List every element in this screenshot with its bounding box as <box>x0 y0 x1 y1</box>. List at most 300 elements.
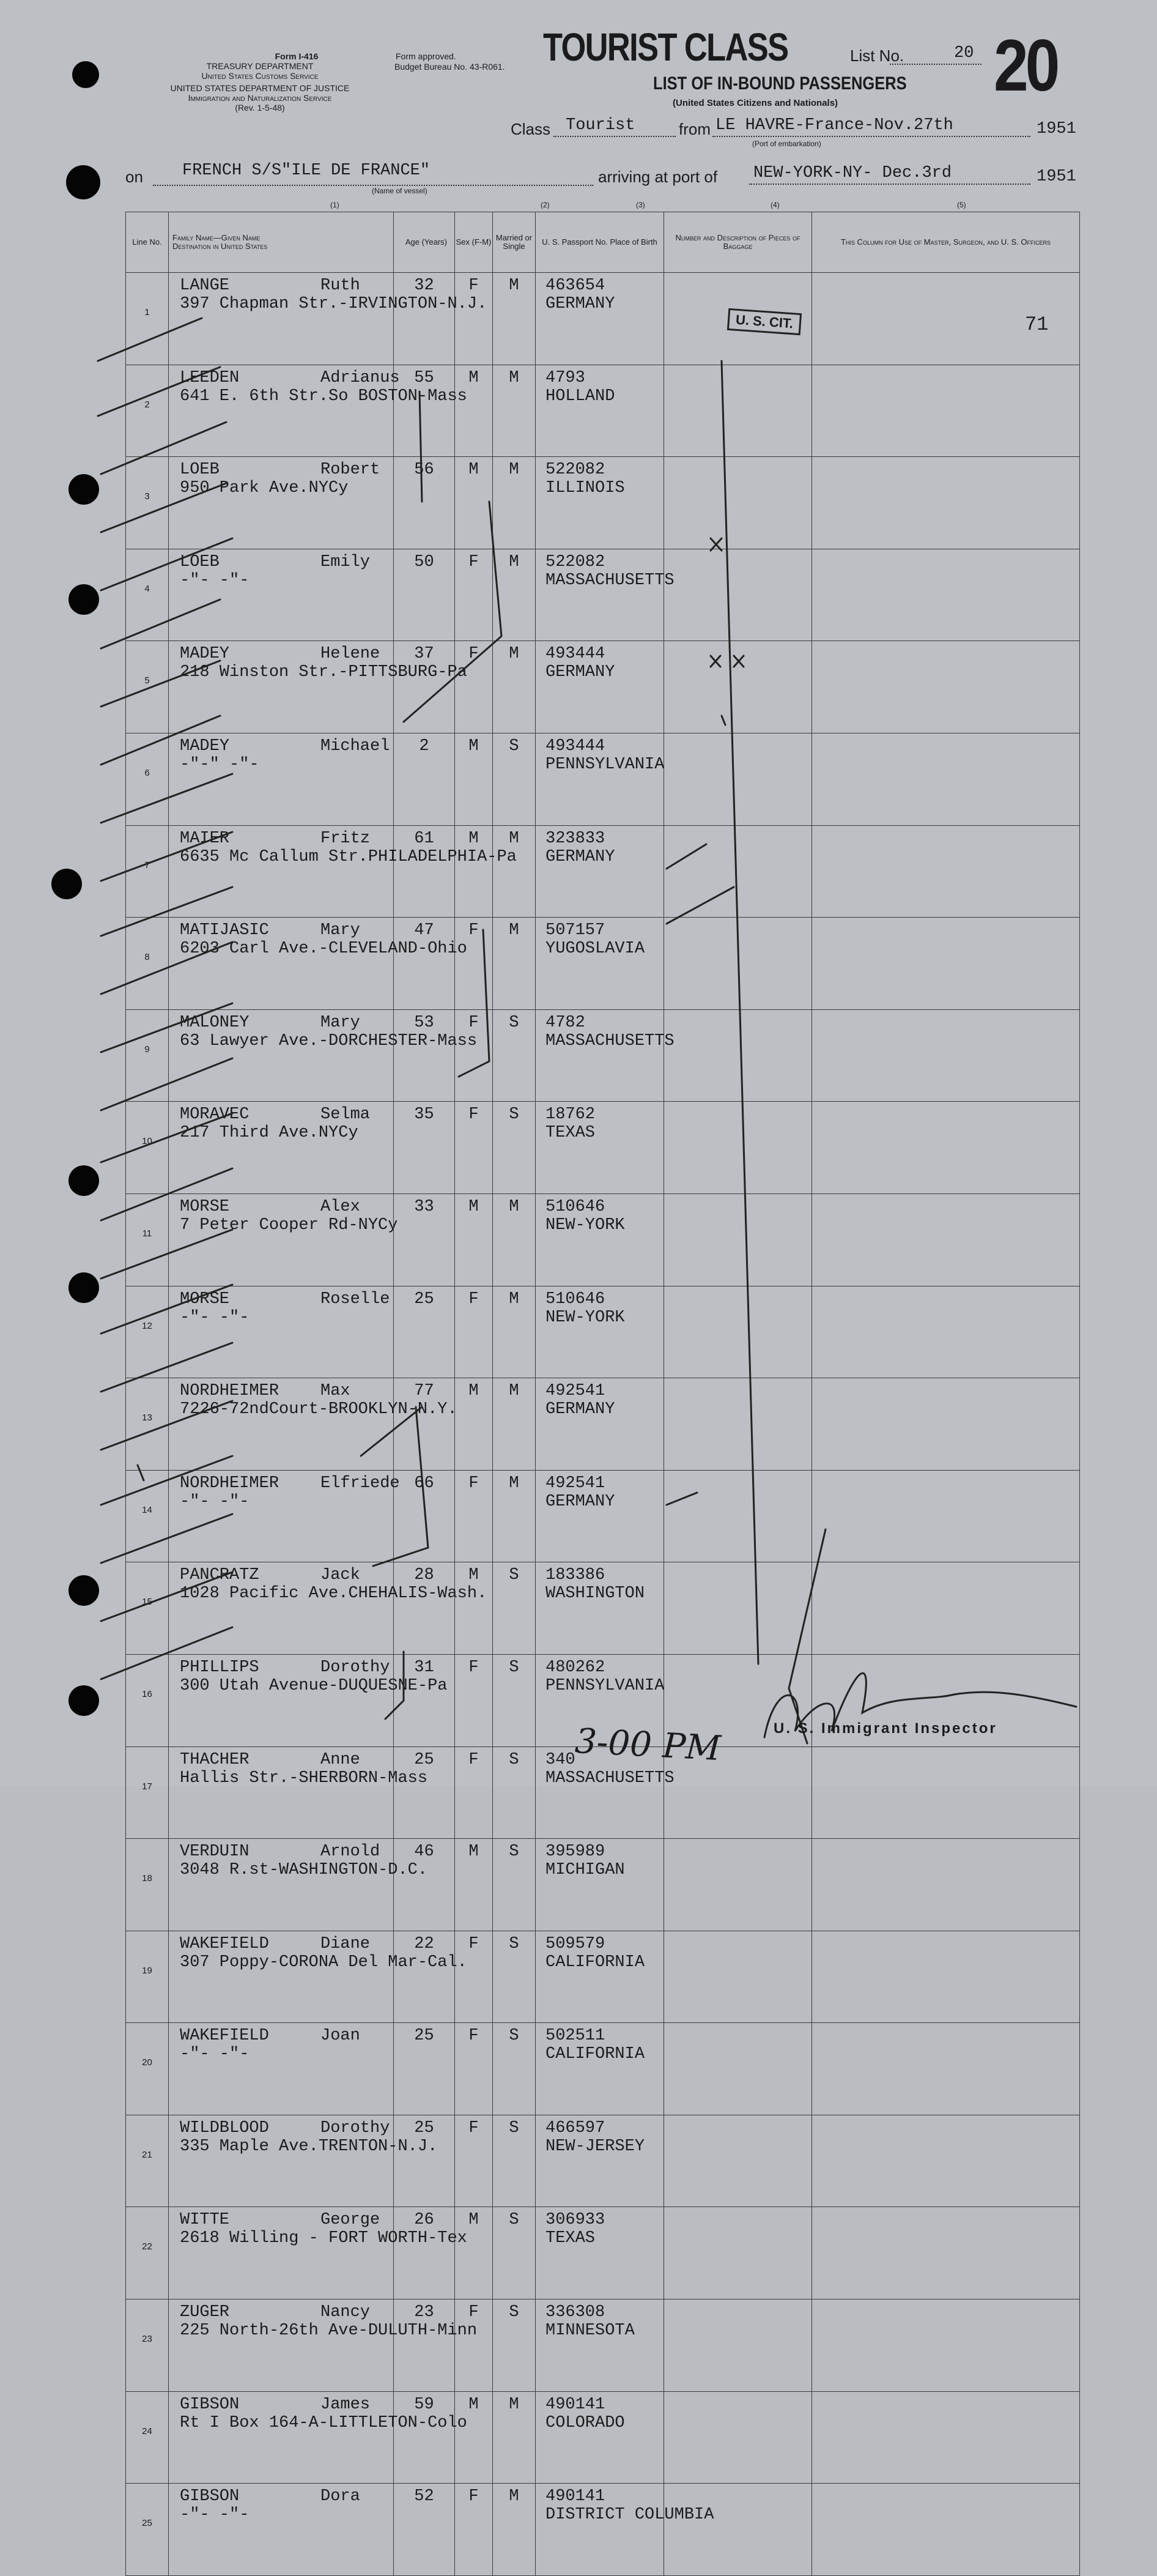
given-name: Dora <box>320 2487 360 2506</box>
line-number: 6 <box>126 733 169 825</box>
place-of-birth: MASSACHUSETTS <box>545 1031 675 1050</box>
from-year: 1951 <box>1037 120 1076 138</box>
family-name: LANGE <box>180 277 230 295</box>
given-name: Arnold <box>320 1843 380 1861</box>
marital-status-cell: M <box>493 365 536 457</box>
passport-cell <box>536 2299 664 2392</box>
given-name: Diane <box>320 1934 371 1953</box>
sex-cell: F <box>455 641 493 733</box>
marital-status-cell: M <box>493 1193 536 1286</box>
line-number: 16 <box>126 1654 169 1746</box>
sex-cell: F <box>455 2484 493 2576</box>
place-of-birth: ILLINOIS <box>545 479 625 498</box>
marital-status-cell: S <box>493 1931 536 2023</box>
baggage-cell <box>664 2391 812 2484</box>
name-line <box>180 1935 393 1953</box>
name-line <box>180 2119 393 2137</box>
destination: 217 Third Ave.NYCy <box>180 1124 358 1143</box>
family-name: MATIJASIC <box>180 921 269 940</box>
family-name: WAKEFIELD <box>180 2027 269 2046</box>
passport-number: 466597 <box>545 2118 605 2137</box>
age-cell: 25 <box>394 1286 455 1378</box>
age-cell: 32 <box>394 273 455 365</box>
check-marks <box>98 318 826 1743</box>
age-cell: 26 <box>394 2207 455 2299</box>
passport-number: 510646 <box>545 1290 605 1308</box>
marital-status-cell: S <box>493 2115 536 2207</box>
destination: -"- -"- <box>180 571 250 590</box>
passport-number: 490141 <box>545 2395 605 2414</box>
family-name: ZUGER <box>180 2303 230 2322</box>
officer-use-cell <box>812 1839 1080 1931</box>
place-of-birth: GERMANY <box>545 295 615 313</box>
given-name: Alex <box>320 1197 360 1216</box>
sex-cell: F <box>455 1654 493 1746</box>
line-number: 1 <box>126 273 169 365</box>
passport-number: 522082 <box>545 552 605 571</box>
officer-use-cell <box>812 2299 1080 2392</box>
given-name: Joan <box>320 2027 360 2046</box>
given-name: Dorothy <box>320 2118 390 2137</box>
passport-number: 340 <box>545 1750 575 1769</box>
passport-number: 306933 <box>545 2211 605 2230</box>
age-cell: 35 <box>394 1102 455 1194</box>
sex-cell: F <box>455 1286 493 1378</box>
passport-number: 336308 <box>545 2303 605 2322</box>
place-of-birth: PENNSYLVANIA <box>545 755 665 774</box>
line-number: 20 <box>126 2023 169 2115</box>
given-name: Adrianus <box>320 368 400 387</box>
family-name: GIBSON <box>180 2395 240 2414</box>
destination: Hallis Str.-SHERBORN-Mass <box>180 1769 428 1787</box>
destination: 63 Lawyer Ave.-DORCHESTER-Mass <box>180 1031 478 1050</box>
sex-cell: M <box>455 1378 493 1471</box>
family-name: WILDBLOOD <box>180 2118 269 2137</box>
age-cell: 55 <box>394 365 455 457</box>
baggage-cell <box>664 2023 812 2115</box>
age-cell: 25 <box>394 1746 455 1839</box>
col-number-5: (5) <box>957 201 966 209</box>
family-name: WAKEFIELD <box>180 1934 269 1953</box>
class-label: Class <box>511 120 551 138</box>
given-name: James <box>320 2395 371 2414</box>
name-line <box>180 2487 393 2506</box>
place-of-birth: MASSACHUSETTS <box>545 1769 675 1787</box>
arriving-label: arriving at port of <box>598 168 718 186</box>
age-cell: 47 <box>394 918 455 1010</box>
passport-cell <box>536 1839 664 1931</box>
line-number: 23 <box>126 2299 169 2392</box>
passport-number: 492541 <box>545 1474 605 1493</box>
age-cell: 2 <box>394 733 455 825</box>
name-line <box>180 2303 393 2322</box>
place-of-birth: MINNESOTA <box>545 2322 635 2340</box>
marital-status-cell: S <box>493 1746 536 1839</box>
passport-number: 490141 <box>545 2487 605 2506</box>
list-no-label: List No. <box>850 46 904 65</box>
line-number: 25 <box>126 2484 169 2576</box>
class-value: Tourist <box>566 116 635 135</box>
marital-status-cell: M <box>493 2391 536 2484</box>
table-row <box>126 2023 1080 2115</box>
destination: 3048 R.st-WASHINGTON-D.C. <box>180 1861 428 1880</box>
sex-cell: F <box>455 1470 493 1562</box>
passport-header: U. S. Passport No. Place of Birth <box>536 212 664 273</box>
officer-mark: 71 <box>1025 313 1049 336</box>
passport-cell <box>536 1931 664 2023</box>
given-name: George <box>320 2211 380 2230</box>
officers-header: This Column for Use of Master, Surgeon, and U. S. Officers <box>812 212 1080 273</box>
line-number: 19 <box>126 1931 169 2023</box>
vessel-caption: (Name of vessel) <box>372 187 427 195</box>
col-number-3: (3) <box>636 201 645 209</box>
family-name: PHILLIPS <box>180 1658 259 1677</box>
sex-cell: F <box>455 1102 493 1194</box>
passport-number: 522082 <box>545 461 605 480</box>
passport-number: 493444 <box>545 737 605 755</box>
marital-status-cell: M <box>493 1378 536 1471</box>
passport-number: 463654 <box>545 277 605 295</box>
destination-header: Destination in United States <box>172 242 268 251</box>
baggage-cell <box>664 2484 812 2576</box>
family-name: VERDUIN <box>180 1843 250 1861</box>
destination: Rt I Box 164-A-LITTLETON-Colo <box>180 2413 467 2432</box>
line-number: 10 <box>126 1102 169 1194</box>
sex-cell: F <box>455 549 493 641</box>
destination: -"- -"- <box>180 1308 250 1327</box>
destination: 1028 Pacific Ave.CHEHALIS-Wash. <box>180 1584 487 1603</box>
family-name: GIBSON <box>180 2487 240 2506</box>
sex-cell: F <box>455 1746 493 1839</box>
budget-bureau: Budget Bureau No. 43-R061. <box>394 62 505 72</box>
sex-cell: M <box>455 365 493 457</box>
age-cell: 25 <box>394 2115 455 2207</box>
destination: 7226-72ndCourt-BROOKLYN-N.Y. <box>180 1400 457 1419</box>
table-row <box>126 2299 1080 2392</box>
list-no-big: 20 <box>994 24 1057 106</box>
line-number: 12 <box>126 1286 169 1378</box>
customs-service: United States Customs Service <box>201 71 319 81</box>
name-line <box>180 2211 393 2229</box>
place-of-birth: CALIFORNIA <box>545 2045 645 2064</box>
place-of-birth: GERMANY <box>545 847 615 866</box>
family-name-header: Family Name—Given Name <box>172 233 261 242</box>
table-row <box>126 2391 1080 2484</box>
family-name: MORSE <box>180 1290 230 1308</box>
place-of-birth: GERMANY <box>545 1400 615 1419</box>
age-cell: 22 <box>394 1931 455 2023</box>
family-name: MADEY <box>180 645 230 664</box>
marital-status-cell: S <box>493 2023 536 2115</box>
sex-cell: F <box>455 273 493 365</box>
family-name: MORSE <box>180 1197 230 1216</box>
given-name: Mary <box>320 921 360 940</box>
revision: (Rev. 1-5-48) <box>235 103 285 113</box>
passport-cell <box>536 2484 714 2576</box>
name-line <box>180 2027 393 2045</box>
passport-cell <box>536 2207 664 2299</box>
passport-number: 507157 <box>545 921 605 940</box>
marital-status-cell: M <box>493 1286 536 1378</box>
sex-cell: M <box>455 457 493 549</box>
sex-cell: F <box>455 1931 493 2023</box>
passport-cell <box>536 2023 664 2115</box>
destination: 218 Winston Str.-PITTSBURG-Pa <box>180 663 467 682</box>
line-no-header: Line No. <box>126 212 169 273</box>
given-name: Helene <box>320 645 380 664</box>
given-name: Michael <box>320 737 390 755</box>
given-name: Selma <box>320 1105 371 1124</box>
marital-status-cell: S <box>493 1009 536 1102</box>
family-name: THACHER <box>180 1750 250 1769</box>
given-name: Emily <box>320 552 371 571</box>
marital-status-cell: S <box>493 1102 536 1194</box>
tourist-class-title: TOURIST CLASS <box>543 25 788 69</box>
baggage-cell <box>664 2115 812 2207</box>
sex-cell: M <box>455 1839 493 1931</box>
destination: 6203 Carl Ave.-CLEVELAND-Ohio <box>180 940 467 959</box>
officer-use-cell <box>812 2484 1080 2576</box>
sex-cell: F <box>455 2023 493 2115</box>
officer-use-cell <box>812 2115 1080 2207</box>
line-number: 13 <box>126 1378 169 1471</box>
line-number: 5 <box>126 641 169 733</box>
sex-cell: M <box>455 733 493 825</box>
passport-number: 493444 <box>545 645 605 664</box>
destination: 307 Poppy-CORONA Del Mar-Cal. <box>180 1953 467 1972</box>
col-number-1: (1) <box>330 201 339 209</box>
marital-status-cell: S <box>493 1562 536 1655</box>
marital-status-cell: M <box>493 273 536 365</box>
treasury-department: TREASURY DEPARTMENT <box>206 61 314 71</box>
family-name: LOEB <box>180 461 220 480</box>
place-of-birth: CALIFORNIA <box>545 1953 645 1972</box>
place-of-birth: NEW-YORK <box>545 1216 625 1234</box>
line-number: 7 <box>126 825 169 918</box>
line-number: 17 <box>126 1746 169 1839</box>
name-destination-cell <box>169 2207 467 2299</box>
given-name: Roselle <box>320 1290 390 1308</box>
marital-status-cell: S <box>493 733 536 825</box>
place-of-birth: TEXAS <box>545 1124 596 1143</box>
destination: 7 Peter Cooper Rd-NYCy <box>180 1216 398 1234</box>
sex-cell: M <box>455 2207 493 2299</box>
arrival-year: 1951 <box>1037 168 1076 186</box>
line-number: 14 <box>126 1470 169 1562</box>
family-name: LEEDEN <box>180 368 240 387</box>
marital-status-cell: M <box>493 1470 536 1562</box>
destination: 225 North-26th Ave-DULUTH-Minn <box>180 2322 478 2340</box>
family-name: MORAVEC <box>180 1105 250 1124</box>
place-of-birth: DISTRICT COLUMBIA <box>545 2506 714 2525</box>
list-subtitle: (United States Citizens and Nationals) <box>673 98 838 108</box>
name-destination-cell <box>169 2023 394 2115</box>
age-cell: 53 <box>394 1009 455 1102</box>
marital-status-cell: M <box>493 457 536 549</box>
age-cell: 25 <box>394 2023 455 2115</box>
marital-status-cell: S <box>493 1654 536 1746</box>
passport-number: 509579 <box>545 1934 605 1953</box>
destination: 335 Maple Ave.TRENTON-N.J. <box>180 2137 438 2156</box>
time-note: 3-00 PM <box>574 1721 722 1769</box>
place-of-birth: NEW-JERSEY <box>545 2137 645 2156</box>
marital-status-cell: M <box>493 2484 536 2576</box>
age-cell: 46 <box>394 1839 455 1931</box>
list-no-small: 20 <box>954 44 974 62</box>
passport-cell <box>536 2115 664 2207</box>
passport-number: 18762 <box>545 1105 596 1124</box>
given-name: Dorothy <box>320 1658 390 1677</box>
destination: 300 Utah Avenue-DUQUESNE-Pa <box>180 1676 448 1695</box>
given-name: Anne <box>320 1750 360 1769</box>
form-number: Form I-416 <box>275 51 319 61</box>
given-name: Max <box>320 1382 350 1401</box>
given-name: Ruth <box>320 277 360 295</box>
officer-use-cell <box>812 2023 1080 2115</box>
passport-number: 323833 <box>545 829 605 848</box>
marital-status-cell: M <box>493 825 536 918</box>
age-cell: 56 <box>394 457 455 549</box>
port-embarkation-caption: (Port of embarkation) <box>752 139 821 148</box>
passport-number: 395989 <box>545 1843 605 1861</box>
marital-status-cell: S <box>493 1839 536 1931</box>
line-number: 24 <box>126 2391 169 2484</box>
line-number: 11 <box>126 1193 169 1286</box>
passport-number: 4782 <box>545 1013 585 1032</box>
place-of-birth: HOLLAND <box>545 387 615 406</box>
given-name: Fritz <box>320 829 371 848</box>
family-name: PANCRATZ <box>180 1566 259 1585</box>
sex-cell: F <box>455 2299 493 2392</box>
col-number-4: (4) <box>771 201 780 209</box>
place-of-birth: NEW-YORK <box>545 1308 625 1327</box>
destination: -"- -"- <box>180 2506 250 2525</box>
family-name: WITTE <box>180 2211 230 2230</box>
age-header: Age (Years) <box>394 212 455 273</box>
given-name: Robert <box>320 461 380 480</box>
given-name: Elfriede <box>320 1474 400 1493</box>
line-number: 8 <box>126 918 169 1010</box>
marital-status-cell: S <box>493 2299 536 2392</box>
age-cell: 50 <box>394 549 455 641</box>
sex-cell: F <box>455 1009 493 1102</box>
age-cell: 59 <box>394 2391 455 2484</box>
officer-use-cell <box>812 2391 1080 2484</box>
line-number: 21 <box>126 2115 169 2207</box>
family-name: MAIER <box>180 829 230 848</box>
place-of-birth: YUGOSLAVIA <box>545 940 645 959</box>
family-name: MADEY <box>180 737 230 755</box>
place-of-birth: MICHIGAN <box>545 1861 625 1880</box>
place-of-birth: PENNSYLVANIA <box>545 1676 665 1695</box>
arrival-value: NEW-YORK-NY- Dec.3rd <box>753 164 952 182</box>
passport-cell <box>536 2391 664 2484</box>
destination: 6635 Mc Callum Str.PHILADELPHIA-Pa <box>180 847 517 866</box>
family-name: NORDHEIMER <box>180 1382 279 1401</box>
name-line <box>180 1843 393 1861</box>
sex-cell: M <box>455 2391 493 2484</box>
passport-number: 502511 <box>545 2027 605 2046</box>
place-of-birth: WASHINGTON <box>545 1584 645 1603</box>
sex-cell: F <box>455 918 493 1010</box>
name-line <box>180 2396 393 2414</box>
line-number: 2 <box>126 365 169 457</box>
given-name: Jack <box>320 1566 360 1585</box>
destination: -"- -"- <box>180 1492 250 1511</box>
destination: -"-" -"- <box>180 755 259 774</box>
destination: -"- -"- <box>180 2045 250 2064</box>
family-name: NORDHEIMER <box>180 1474 279 1493</box>
age-cell: 37 <box>394 641 455 733</box>
us-citizen-stamp: U. S. CIT. <box>727 308 802 335</box>
sex-header: Sex (F-M) <box>455 212 493 273</box>
line-number: 9 <box>126 1009 169 1102</box>
place-of-birth: MASSACHUSETTS <box>545 571 675 590</box>
table-row <box>126 2115 1080 2207</box>
age-cell: 23 <box>394 2299 455 2392</box>
passport-number: 183386 <box>545 1566 605 1585</box>
age-cell: 61 <box>394 825 455 918</box>
from-label: from <box>679 120 711 138</box>
family-name: LOEB <box>180 552 220 571</box>
destination: 397 Chapman Str.-IRVINGTON-N.J. <box>180 295 487 313</box>
marital-status-cell: S <box>493 2207 536 2299</box>
table-row <box>126 1931 1080 2023</box>
destination: 2618 Willing - FORT WORTH-Tex <box>180 2229 467 2248</box>
age-cell: 52 <box>394 2484 455 2576</box>
age-cell: 77 <box>394 1378 455 1471</box>
passport-number: 492541 <box>545 1382 605 1401</box>
age-cell: 66 <box>394 1470 455 1562</box>
sex-cell: M <box>455 1562 493 1655</box>
passport-number: 4793 <box>545 368 585 387</box>
marital-status-cell: M <box>493 918 536 1010</box>
destination: 641 E. 6th Str.So BOSTON-Mass <box>180 387 467 406</box>
age-cell: 28 <box>394 1562 455 1655</box>
on-label: on <box>125 168 143 186</box>
family-name: MALONEY <box>180 1013 250 1032</box>
baggage-cell <box>664 2299 812 2392</box>
table-row <box>126 2207 1080 2299</box>
line-number: 3 <box>126 457 169 549</box>
list-title: LIST OF IN-BOUND PASSENGERS <box>653 73 907 94</box>
place-of-birth: COLORADO <box>545 2413 625 2432</box>
destination: 950 Park Ave.NYCy <box>180 479 349 498</box>
inspector-caption: U. S. Immigrant Inspector <box>774 1720 997 1737</box>
table-row <box>126 1839 1080 1931</box>
from-value: LE HAVRE-France-Nov.27th <box>715 116 953 135</box>
place-of-birth: GERMANY <box>545 1492 615 1511</box>
place-of-birth: GERMANY <box>545 663 615 682</box>
form-approved: Form approved. <box>396 51 456 61</box>
line-number: 22 <box>126 2207 169 2299</box>
col-number-2: (2) <box>541 201 550 209</box>
age-cell: 33 <box>394 1193 455 1286</box>
baggage-cell <box>664 2207 812 2299</box>
immigration-service: Immigration and Naturalization Service <box>188 93 332 103</box>
married-header: Married or Single <box>493 212 536 273</box>
baggage-header: Number and Description of Pieces of Baggage <box>664 212 812 273</box>
baggage-cell <box>664 1839 812 1931</box>
age-cell: 31 <box>394 1654 455 1746</box>
marital-status-cell: M <box>493 549 536 641</box>
officer-use-cell <box>812 2207 1080 2299</box>
justice-department: UNITED STATES DEPARTMENT OF JUSTICE <box>170 83 350 93</box>
passport-number: 480262 <box>545 1658 605 1677</box>
line-number: 15 <box>126 1562 169 1655</box>
marital-status-cell: M <box>493 641 536 733</box>
sex-cell: F <box>455 2115 493 2207</box>
